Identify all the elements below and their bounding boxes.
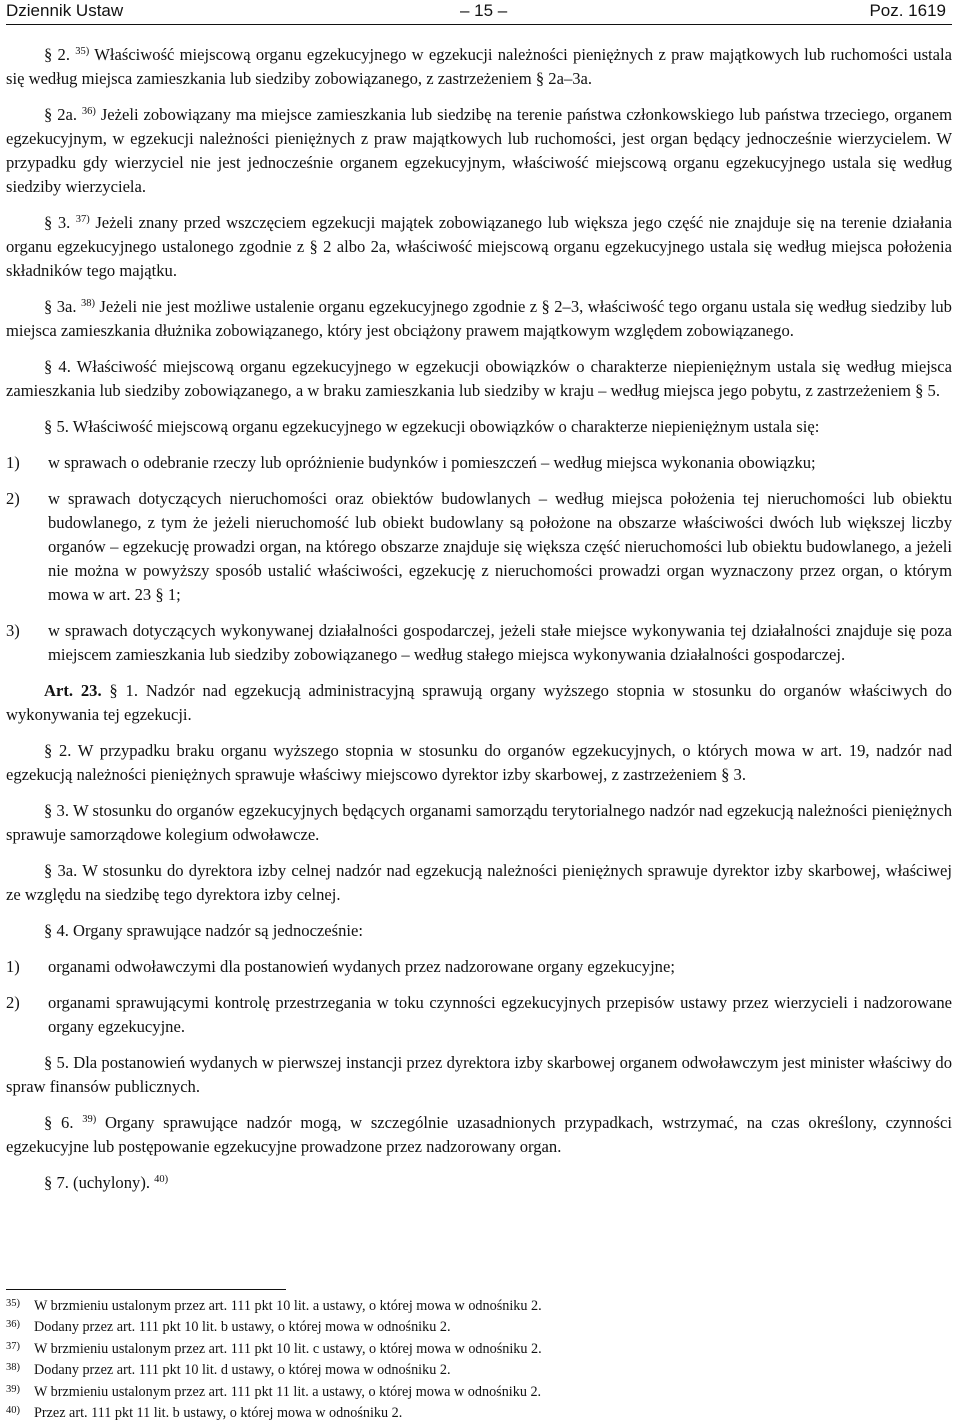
paragraph-2: § 2. $^{35)}$ Właściwość miejscową organu egzekucyjnego w egzekucji należności pieniężnych z praw majątkowych lub ruchomości ustala się według miejsca zamieszkania lub siedziby zobowiązanego, z zastrzeżeniem § 2a–3a. <box>6 45 952 88</box>
article-23-paragraph-3: § 3. W stosunku do organów egzekucyjnych będących organami samorządu terytorialnego nadzór nad egzekucją należności pieniężnych sprawuje samorządowe kolegium odwoławcze. <box>6 801 952 844</box>
document-body <box>6 43 952 1207</box>
page-header <box>0 0 948 24</box>
paragraph-3a: § 3a. $^{38)}$ Jeżeli nie jest możliwe ustalenie organu egzekucyjnego zgodnie z § 2–3, właściwość tego organu ustala się według siedziby lub miejsca zamieszkania dłużnika zobowiązanego, który jest obciążony prawem majątkowym względem zobowiązanego. <box>6 297 952 340</box>
list-item: 2) organami sprawującymi kontrolę przestrzegania w toku czynności egzekucyjnych przepisów ustawy przez wierzycieli i nadzorowane organy egzekucyjne. <box>6 993 952 1036</box>
footnote: 37) W brzmieniu ustalonym przez art. 111 pkt 10 lit. c ustawy, o której mowa w odnośniku 2. <box>6 1340 542 1357</box>
article-23-paragraph-7: § 7. (uchylony). $^{40)}$ <box>44 1173 169 1192</box>
article-23-paragraph-4: § 4. Organy sprawujące nadzór są jednocześnie: <box>44 921 364 940</box>
footnote: 35) W brzmieniu ustalonym przez art. 111 pkt 10 lit. a ustawy, o której mowa w odnośniku 2. <box>6 1298 542 1314</box>
footnote: 40) Przez art. 111 pkt 11 lit. b ustawy, o której mowa w odnośniku 2. <box>6 1405 403 1422</box>
list-item: 1) w sprawach o odebranie rzeczy lub opróżnienie budynków i pomieszczeń – według miejsca wykonania obowiązku; <box>6 453 816 472</box>
list-item: 1) organami odwoławczymi dla postanowień wydanych przez nadzorowane organy egzekucyjne; <box>6 957 675 976</box>
position-number: Poz. 1619 <box>869 1 946 20</box>
article-23-paragraph-5: § 5. Dla postanowień wydanych w pierwszej instancji przez dyrektora izby skarbowej organem odwoławczym jest minister właściwy do spraw finansów publicznych. <box>6 1053 952 1096</box>
list-item: 3) w sprawach dotyczących wykonywanej działalności gospodarczej, jeżeli stałe miejsce wykonywania tej działalności znajduje się poza miejscem zamieszkania lub siedziby zobowiązanego – według stałego miejsca wykonywania działalności gospodarczej. <box>6 621 952 664</box>
footnote-divider <box>6 1289 286 1290</box>
page-number: – 15 – <box>460 1 508 20</box>
header-divider <box>6 24 952 25</box>
article-23-paragraph-2: § 2. W przypadku braku organu wyższego stopnia w stosunku do organów egzekucyjnych, o których mowa w art. 19, nadzór nad egzekucją należności pieniężnych sprawuje właściwy miejscowo dyrektor izby skarbowej, z zastrzeżeniem § 3. <box>6 741 952 784</box>
paragraph-3: § 3. $^{37)}$ Jeżeli znany przed wszczęciem egzekucji majątek zobowiązanego lub większa jego część nie znajduje się na terenie działania organu egzekucyjnego ustalonego zgodnie z § 2 albo 2a, właściwość miejscową organu egzekucyjnego ustala się według miejsca położenia składników tego majątku. <box>6 213 953 280</box>
footnote-ref-38: 38) <box>80 298 95 309</box>
paragraph-2a: § 2a. $^{36)}$ Jeżeli zobowiązany ma miejsce zamieszkania lub siedzibę na terenie państwa członkowskiego lub państwa trzeciego, organem egzekucyjnym, w egzekucji należności pieniężnych z praw majątkowych lub ruchomości, jest organ będący jednocześnie wierzycielem. W przypadku gdy wierzyciel nie jest jednocześnie organem egzekucyjnym, właściwość miejscową organu egzekucyjnego ustala się według siedziby wierzyciela. <box>6 105 952 196</box>
paragraph-5: § 5. Właściwość miejscową organu egzekucyjnego w egzekucji obowiązków o charakterze niepieniężnym ustala się: <box>44 417 820 436</box>
footnote-ref-36: 36) <box>81 106 96 117</box>
article-23-label: Art. 23. <box>44 681 102 700</box>
article-23-paragraph-3a: § 3a. W stosunku do dyrektora izby celnej nadzór nad egzekucją należności pieniężnych sprawuje dyrektor izby skarbowej, właściwej ze względu na siedzibę tego dyrektora izby celnej. <box>6 861 952 904</box>
paragraph-4: § 4. Właściwość miejscową organu egzekucyjnego w egzekucji obowiązków o charakterze niepieniężnym ustala się według miejsca zamieszkania lub siedziby zobowiązanego, a w braku zamieszkania lub siedziby w kraju – według miejsca jego pobytu, z zastrzeżeniem § 5. <box>6 357 952 400</box>
journal-title: Dziennik Ustaw <box>6 1 124 20</box>
footnote-ref-37: 37) <box>75 214 90 225</box>
list-item: 2) w sprawach dotyczących nieruchomości oraz obiektów budowlanych – według miejsca położenia tej nieruchomości lub obiektu budowlanego, z tym że jeżeli nieruchomość lub obiekt budowlany są położone na obszarze właściwości dwóch lub większej liczby organów – egzekucję prowadzi organ, na którego obszarze znajduje się większa część nieruchomości lub obiektu budowlanego, a jeżeli nie można w powyższy sposób ustalić właściwości, egzekucję z nieruchomości prowadzi organ wyznaczony przez organ, o którym mowa w art. 23 § 1; <box>6 489 952 604</box>
footnote: 38) Dodany przez art. 111 pkt 10 lit. d ustawy, o której mowa w odnośniku 2. <box>6 1362 451 1379</box>
footnote: 39) W brzmieniu ustalonym przez art. 111 pkt 11 lit. a ustawy, o której mowa w odnośniku 2. <box>6 1383 542 1400</box>
footnote-ref-35: 35) <box>75 46 90 57</box>
article-23-paragraph-1: Art. 23. § 1. Nadzór nad egzekucją administracyjną sprawują organy wyższego stopnia w stosunku do organów właściwych do wykonywania tej egzekucji. <box>6 681 952 724</box>
article-23-paragraph-6: § 6. $^{39)}$ Organy sprawujące nadzór mogą, w szczególnie uzasadnionych przypadkach, wstrzymać, na czas określony, czynności egzekucyjne lub postępowanie egzekucyjne prowadzone przez nadzorowany organ. <box>6 1113 952 1156</box>
footnote-ref-40: 40) <box>154 1174 169 1185</box>
footnotes <box>6 1296 952 1424</box>
footnote: 36) Dodany przez art. 111 pkt 10 lit. b ustawy, o której mowa w odnośniku 2. <box>6 1319 451 1336</box>
footnote-ref-39: 39) <box>82 1114 97 1125</box>
